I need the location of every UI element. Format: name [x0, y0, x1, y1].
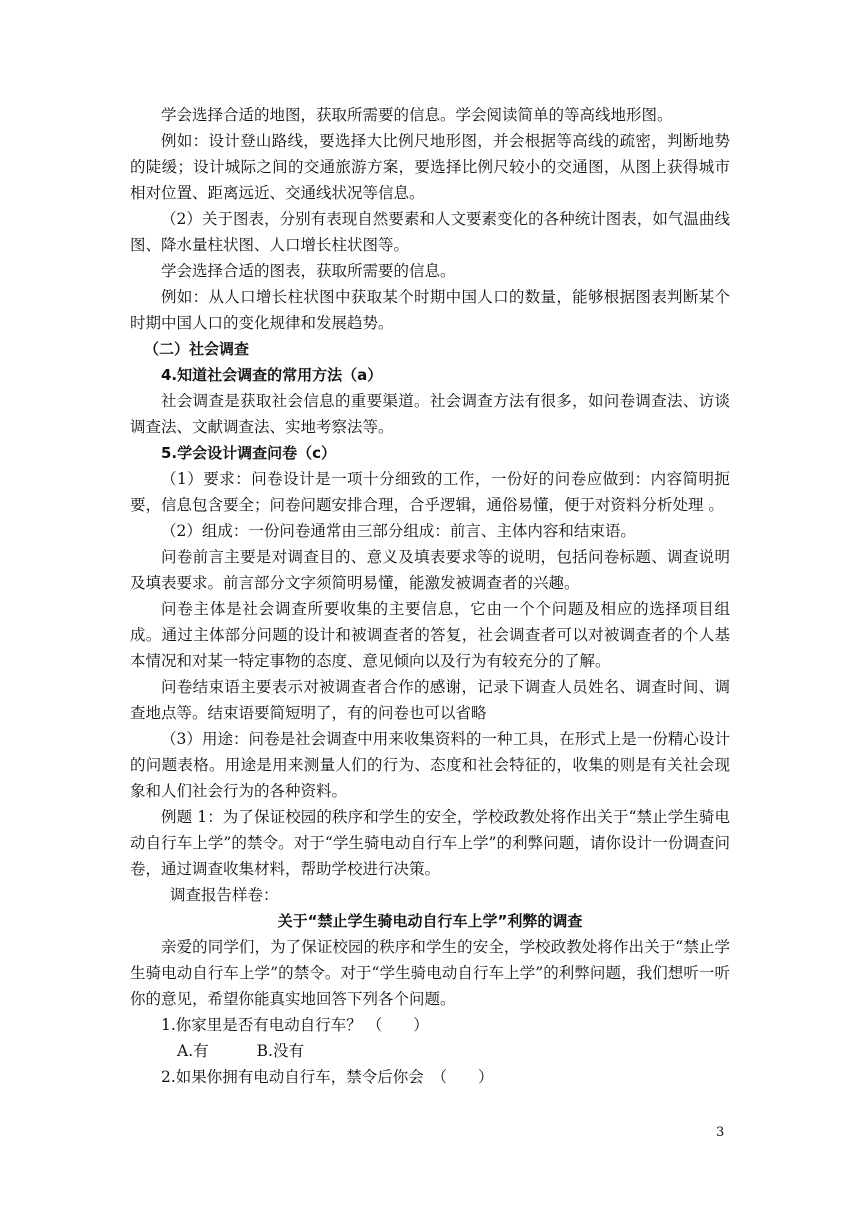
paragraph: 例题 1：为了保证校园的秩序和学生的安全，学校政教处将作出关于“禁止学生骑电动自行车上学”的禁令。对于“学生骑电动自行车上学”的利弊问题，请你设计一份调查问卷，通过调查收集材料，帮助学校进行决策。: [130, 808, 730, 878]
paragraph: （3）用途：问卷是社会调查中用来收集资料的一种工具，在形式上是一份精心设计的问题表格。用途是用来测量人们的行为、态度和社会特征的，收集的则是有关社会现象和人们社会行为的各种资料。: [130, 730, 730, 800]
page-number: 3: [716, 1125, 725, 1140]
section-heading: （二）社会调查: [144, 340, 250, 358]
paragraph: （1）要求：问卷设计是一项十分细致的工作，一份好的问卷应做到：内容简明扼要，信息包含要全；问卷问题安排合理，合乎逻辑，通俗易懂，便于对资料分析处理 。: [130, 470, 730, 514]
subsection-heading: 4.知道社会调查的常用方法（a）: [161, 366, 383, 384]
option-a: A.有: [177, 1042, 209, 1060]
paragraph: 学会选择合适的图表，获取所需要的信息。: [161, 262, 456, 280]
paragraph: 例如：从人口增长柱状图中获取某个时期中国人口的数量，能够根据图表判断某个时期中国人口的变化规律和发展趋势。: [130, 288, 730, 332]
page-content: [130, 102, 730, 1090]
paragraph: 问卷前言主要是对调查目的、意义及填表要求等的说明，包括问卷标题、调查说明及填表要求。前言部分文字须简明易懂，能激发被调查者的兴趣。: [130, 548, 730, 592]
paragraph: 例如：设计登山路线，要选择大比例尺地形图，并会根据等高线的疏密，判断地势的陡缓；设计城际之间的交通旅游方案，要选择比例尺较小的交通图，从图上获得城市相对位置、距离远近、交通线状况等信息。: [130, 132, 730, 202]
paragraph: 学会选择合适的地图，获取所需要的信息。学会阅读简单的等高线地形图。: [161, 106, 673, 124]
questionnaire-title: 关于“禁止学生骑电动自行车上学”利弊的调查: [277, 912, 583, 930]
paragraph: 问卷主体是社会调查所要收集的主要信息，它由一个个问题及相应的选择项目组成。通过主体部分问题的设计和被调查者的答复，社会调查者可以对被调查者的个人基本情况和对某一特定事物的态度、意见倾向以及行为有较充分的了解。: [130, 600, 730, 670]
answer-options: [130, 1038, 730, 1064]
paragraph: （2）组成：一份问卷通常由三部分组成：前言、主体内容和结束语。: [161, 522, 636, 540]
option-b: B.没有: [256, 1042, 304, 1060]
paragraph: 问卷结束语主要表示对被调查者合作的感谢，记录下调查人员姓名、调查时间、调查地点等。结束语要简短明了，有的问卷也可以省略: [130, 678, 730, 722]
question: 2.如果你拥有电动自行车，禁令后你会 （ ）: [161, 1068, 494, 1086]
paragraph: 社会调查是获取社会信息的重要渠道。社会调查方法有很多，如问卷调查法、访谈调查法、文献调查法、实地考察法等。: [130, 392, 730, 436]
question: 1.你家里是否有电动自行车？ （ ）: [161, 1016, 429, 1034]
paragraph: 调查报告样卷：: [170, 886, 279, 904]
subsection-heading: 5.学会设计调查问卷（c）: [161, 444, 337, 462]
paragraph: 亲爱的同学们，为了保证校园的秩序和学生的安全，学校政教处将作出关于“禁止学生骑电动自行车上学”的禁令。对于“学生骑电动自行车上学”的利弊问题，我们想听一听你的意见，希望你能真实地回答下列各个问题。: [130, 938, 730, 1008]
paragraph: （2）关于图表，分别有表现自然要素和人文要素变化的各种统计图表，如气温曲线图、降水量柱状图、人口增长柱状图等。: [130, 210, 730, 254]
